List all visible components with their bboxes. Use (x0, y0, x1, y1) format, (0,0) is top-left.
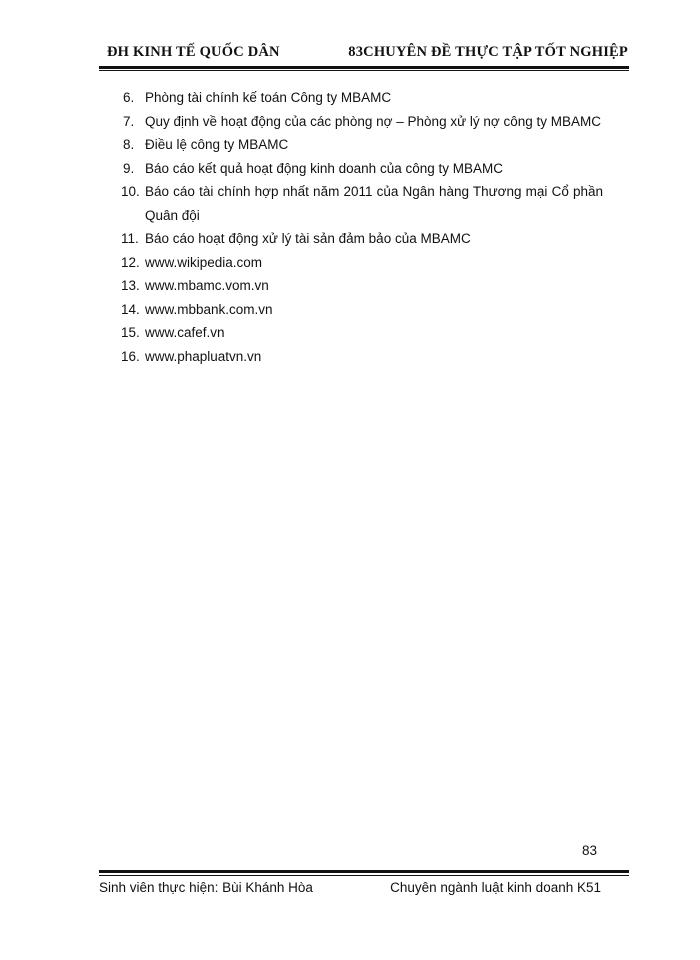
reference-item (123, 133, 603, 157)
reference-text: Quy định về hoạt động của các phòng nợ – Phòng xử lý nợ công ty MBAMC (145, 113, 602, 129)
reference-link: www.mbamc.vom.vn (145, 278, 269, 293)
reference-item (123, 227, 603, 251)
header-divider-thick (99, 66, 629, 69)
header-university: ĐH KINH TẾ QUỐC DÂN (107, 44, 280, 60)
reference-link: www.cafef.vn (145, 325, 225, 340)
reference-item (123, 110, 603, 134)
reference-item (123, 298, 603, 322)
reference-text: Phòng tài chính kế toán Công ty MBAMC (145, 90, 392, 105)
reference-number: 6. (123, 90, 135, 105)
reference-item (123, 180, 603, 227)
footer-divider-thin (99, 875, 629, 876)
footer-major: Chuyên ngành luật kinh doanh K51 (390, 880, 601, 895)
reference-number: 9. (123, 160, 135, 176)
footer-student: Sinh viên thực hiện: Bùi Khánh Hòa (99, 880, 313, 895)
reference-text: Báo cáo kết quả hoạt động kinh doanh của công ty MBAMC (145, 160, 503, 176)
reference-link: www.wikipedia.com (145, 254, 263, 270)
reference-item (123, 86, 603, 110)
reference-number: 11. (121, 231, 139, 246)
reference-number: 12. (121, 254, 140, 270)
reference-number: 16. (121, 348, 140, 364)
reference-item (123, 321, 603, 345)
reference-text: Điều lệ công ty MBAMC (145, 137, 289, 152)
reference-link: www.mbbank.com.vn (145, 301, 273, 317)
page-header (99, 44, 628, 66)
reference-number: 10. (121, 184, 140, 199)
reference-item (123, 345, 603, 369)
reference-text: Báo cáo hoạt động xử lý tài sản đảm bảo của MBAMC (145, 231, 471, 246)
reference-text: Báo cáo tài chính hợp nhất năm 2011 của Ngân hàng Thương mại Cổ phần Quân đội (145, 184, 603, 223)
reference-number: 13. (121, 278, 140, 293)
reference-number: 15. (121, 325, 140, 340)
page-number: 83 (581, 843, 597, 858)
reference-link: www.phapluatvn.vn (145, 348, 262, 364)
reference-item (123, 157, 603, 181)
reference-number: 7. (123, 113, 135, 129)
reference-item (123, 251, 603, 275)
footer-divider-thick (99, 870, 629, 873)
reference-number: 8. (123, 137, 135, 152)
header-document-title: 83CHUYÊN ĐỀ THỰC TẬP TỐT NGHIỆP (348, 44, 628, 60)
reference-item (123, 274, 603, 298)
reference-number: 14. (121, 301, 140, 317)
header-divider-thin (99, 70, 629, 71)
reference-list (123, 86, 603, 368)
